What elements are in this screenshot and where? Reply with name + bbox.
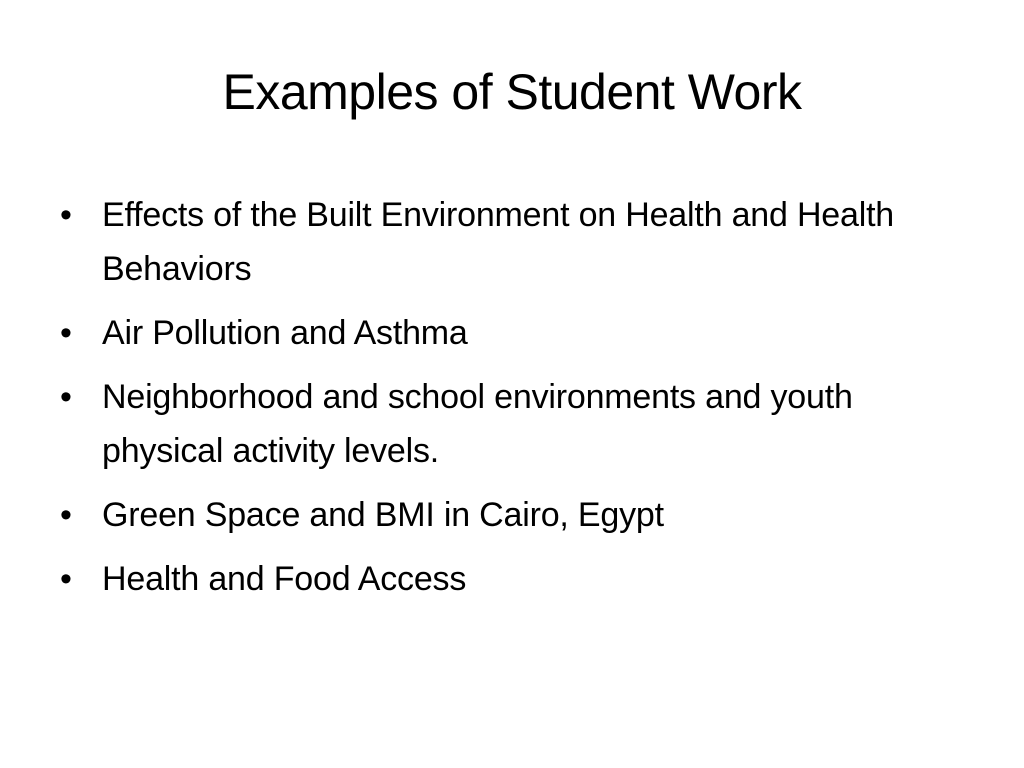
- bullet-item: [60, 306, 970, 360]
- bullet-text: Green Space and BMI in Cairo, Egypt: [102, 496, 664, 534]
- bullet-text: Air Pollution and Asthma: [102, 314, 468, 352]
- bullet-marker: •: [60, 560, 72, 598]
- bullet-item: [60, 188, 970, 296]
- bullet-list: [60, 188, 970, 616]
- bullet-item: [60, 488, 970, 542]
- bullet-marker: •: [60, 196, 72, 234]
- bullet-text: Neighborhood and school environments and youth physical activity levels.: [102, 378, 853, 470]
- bullet-marker: •: [60, 496, 72, 534]
- bullet-marker: •: [60, 314, 72, 352]
- bullet-marker: •: [60, 378, 72, 416]
- bullet-text: Health and Food Access: [102, 560, 467, 598]
- bullet-text: Effects of the Built Environment on Health and Health Behaviors: [102, 196, 895, 288]
- bullet-item: [60, 552, 970, 606]
- bullet-item: [60, 370, 970, 478]
- slide-title: Examples of Student Work: [222, 64, 802, 120]
